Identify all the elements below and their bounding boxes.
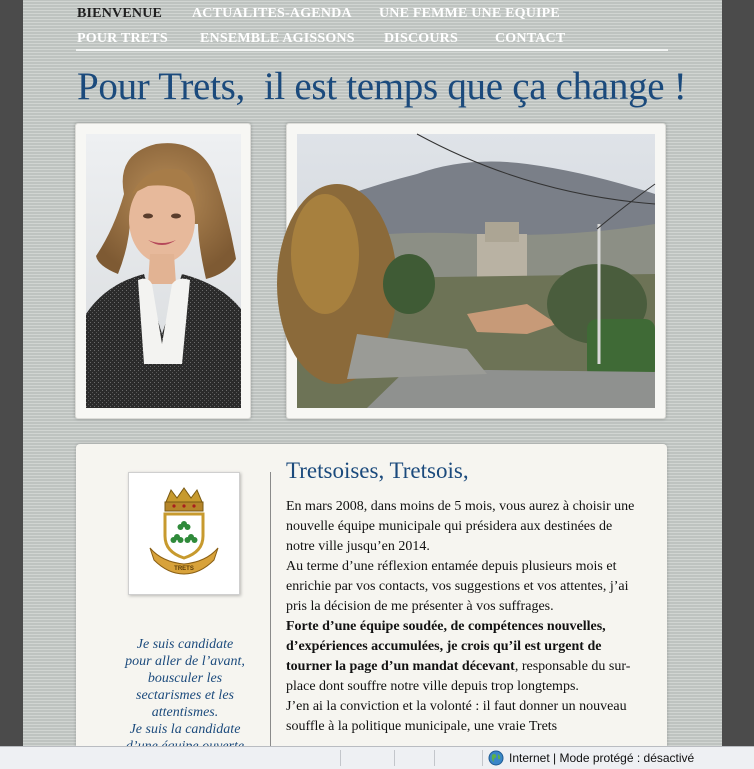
nav-actualites-agenda[interactable]: ACTUALITES-AGENDA	[192, 6, 352, 21]
quote-line: Je suis candidate	[136, 637, 234, 652]
nav-contact[interactable]: CONTACT	[495, 31, 566, 46]
nav-une-femme-une-equipe[interactable]: UNE FEMME UNE EQUIPE	[379, 6, 560, 21]
article-body	[286, 497, 638, 737]
paragraph: En mars 2008, dans moins de 5 mois, vous aurez à choisir une nouvelle équipe municipale qui présidera aux destinées de notre ville jusqu’en 2014.	[286, 499, 635, 554]
portrait-frame	[75, 123, 251, 419]
statusbar-separator	[482, 750, 483, 766]
paragraph: J’en ai la conviction et la volonté : il faut donner un nouveau souffle à la politique municipale, une vraie Trets	[286, 699, 627, 734]
nav-bienvenue[interactable]: BIENVENUE	[77, 6, 163, 21]
landscape-frame	[286, 123, 666, 419]
statusbar-separator	[340, 750, 341, 766]
page	[23, 0, 722, 746]
bold-statement: Forte d’une équipe soudée, de compétences nouvelles, d’expériences accumulées, je crois qu’il est urgent de tourner la page d’un mandat décevant	[286, 619, 606, 674]
trets-landscape-photo	[297, 134, 655, 408]
nav-discours[interactable]: DISCOURS	[384, 31, 458, 46]
statusbar-separator	[434, 750, 435, 766]
candidate-quote	[100, 636, 270, 755]
crest-box	[128, 472, 240, 595]
paragraph	[286, 617, 638, 697]
quote-line: pour aller de l’avant,	[125, 654, 245, 669]
quote-line: sectarismes et les	[136, 688, 234, 703]
quote-line: attentismes.	[151, 705, 219, 720]
statusbar-separator	[394, 750, 395, 766]
paragraph: Au terme d’une réflexion entamée depuis plusieurs mois et enrichie par vos contacts, vos suggestions et vos attentes, j’ai pris la décision de me présenter à vos suffrages.	[286, 559, 629, 614]
quote-line: bousculer les	[147, 671, 223, 686]
paragraph-continuation: , responsable du sur-place dont souffre notre ville depuis trop longtemps.	[286, 659, 631, 694]
nav-pour-trets[interactable]: POUR TRETS	[77, 31, 168, 46]
nav-ensemble-agissons[interactable]: ENSEMBLE AGISSONS	[200, 31, 355, 46]
column-divider	[270, 472, 271, 762]
greeting-heading: Tretsoises, Tretsois,	[286, 458, 469, 483]
candidate-portrait-photo	[86, 134, 241, 408]
internet-zone-globe-icon[interactable]	[488, 750, 504, 766]
browser-status-bar	[0, 746, 754, 769]
page-title: Pour Trets, il est temps que ça change !	[77, 65, 687, 108]
content-card	[76, 444, 667, 754]
crest-banner-text: TRETS	[174, 566, 194, 572]
security-zone-status[interactable]: Internet | Mode protégé : désactivé	[509, 751, 695, 765]
trets-coat-of-arms	[144, 488, 224, 576]
quote-line: Je suis la candidate	[129, 722, 241, 737]
nav-divider	[76, 49, 668, 51]
